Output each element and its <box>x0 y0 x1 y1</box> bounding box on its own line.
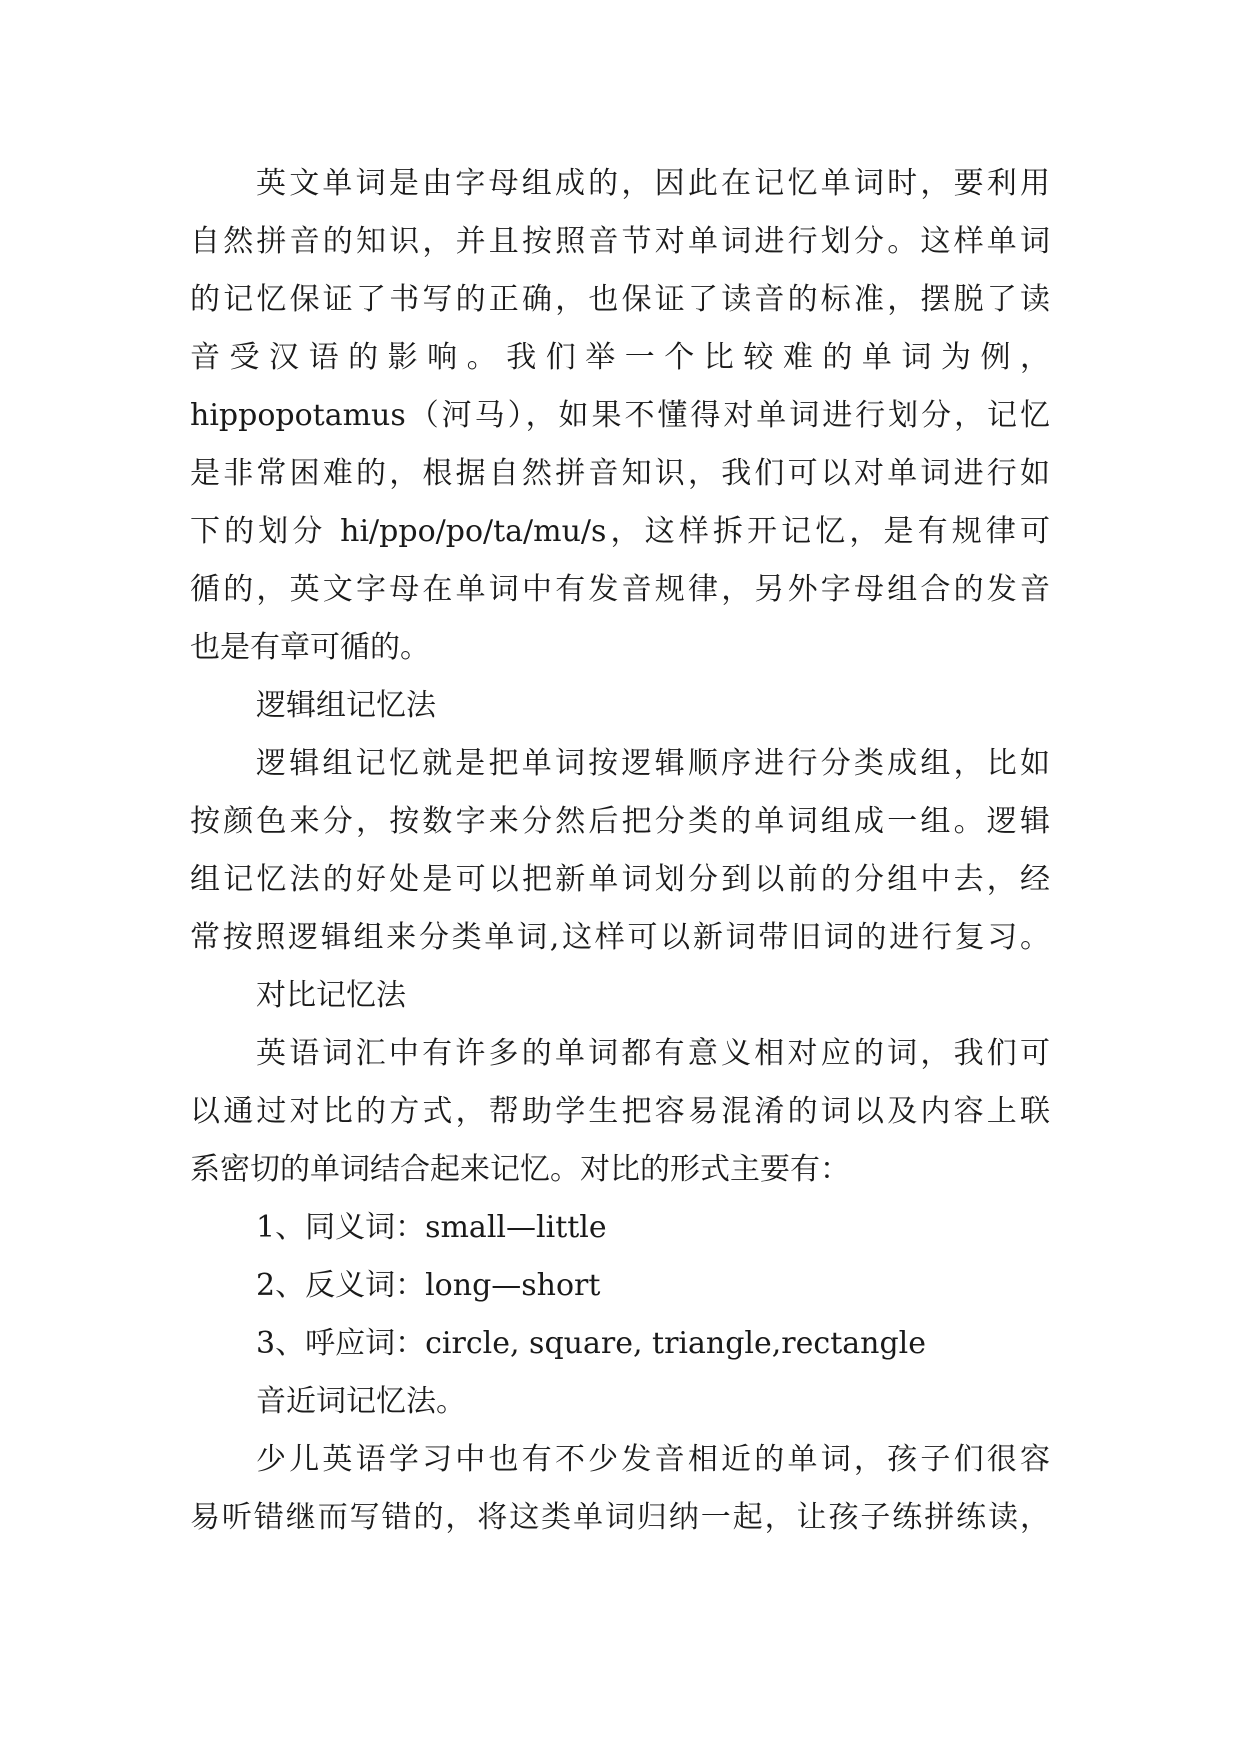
paragraph-line: 以通过对比的方式，帮助学生把容易混淆的词以及内容上联 <box>190 1094 1050 1129</box>
paragraph-line: 自然拼音的知识，并且按照音节对单词进行划分。这样单词 <box>190 224 1050 259</box>
section-heading: 音近词记忆法。 <box>256 1384 466 1419</box>
paragraph-line: 下的划分 hi/ppo/po/ta/mu/s，这样拆开记忆，是有规律可 <box>190 514 1050 549</box>
paragraph-line: 逻辑组记忆就是把单词按逻辑顺序进行分类成组，比如 <box>256 746 1050 781</box>
paragraph-line: 也是有章可循的。 <box>190 630 430 665</box>
list-item: 1、同义词：small—little <box>256 1210 607 1245</box>
section-heading: 对比记忆法 <box>256 978 406 1013</box>
paragraph-line: 常按照逻辑组来分类单词,这样可以新词带旧词的进行复习。 <box>190 920 1050 955</box>
paragraph-line: 系密切的单词结合起来记忆。对比的形式主要有： <box>190 1152 850 1187</box>
paragraph-line: 少儿英语学习中也有不少发音相近的单词，孩子们很容 <box>256 1442 1050 1477</box>
paragraph-line: 循的，英文字母在单词中有发音规律，另外字母组合的发音 <box>190 572 1050 607</box>
paragraph-line: 音受汉语的影响。我们举一个比较难的单词为例， <box>190 340 1050 375</box>
paragraph-line: 易听错继而写错的，将这类单词归纳一起，让孩子练拼练读， <box>190 1500 1050 1535</box>
section-heading: 逻辑组记忆法 <box>256 688 436 723</box>
paragraph-line: 英语词汇中有许多的单词都有意义相对应的词，我们可 <box>256 1036 1050 1071</box>
list-item: 3、呼应词：circle, square, triangle,rectangle <box>256 1326 927 1361</box>
list-item: 2、反义词：long—short <box>256 1268 601 1303</box>
paragraph-line: 的记忆保证了书写的正确，也保证了读音的标准，摆脱了读 <box>190 282 1050 317</box>
paragraph-line: 按颜色来分，按数字来分然后把分类的单词组成一组。逻辑 <box>190 804 1050 839</box>
paragraph-line: 英文单词是由字母组成的，因此在记忆单词时，要利用 <box>256 166 1050 201</box>
paragraph-line: 是非常困难的，根据自然拼音知识，我们可以对单词进行如 <box>190 456 1050 491</box>
paragraph-line: 组记忆法的好处是可以把新单词划分到以前的分组中去，经 <box>190 862 1050 897</box>
paragraph-line: hippopotamus（河马），如果不懂得对单词进行划分，记忆 <box>190 398 1050 433</box>
